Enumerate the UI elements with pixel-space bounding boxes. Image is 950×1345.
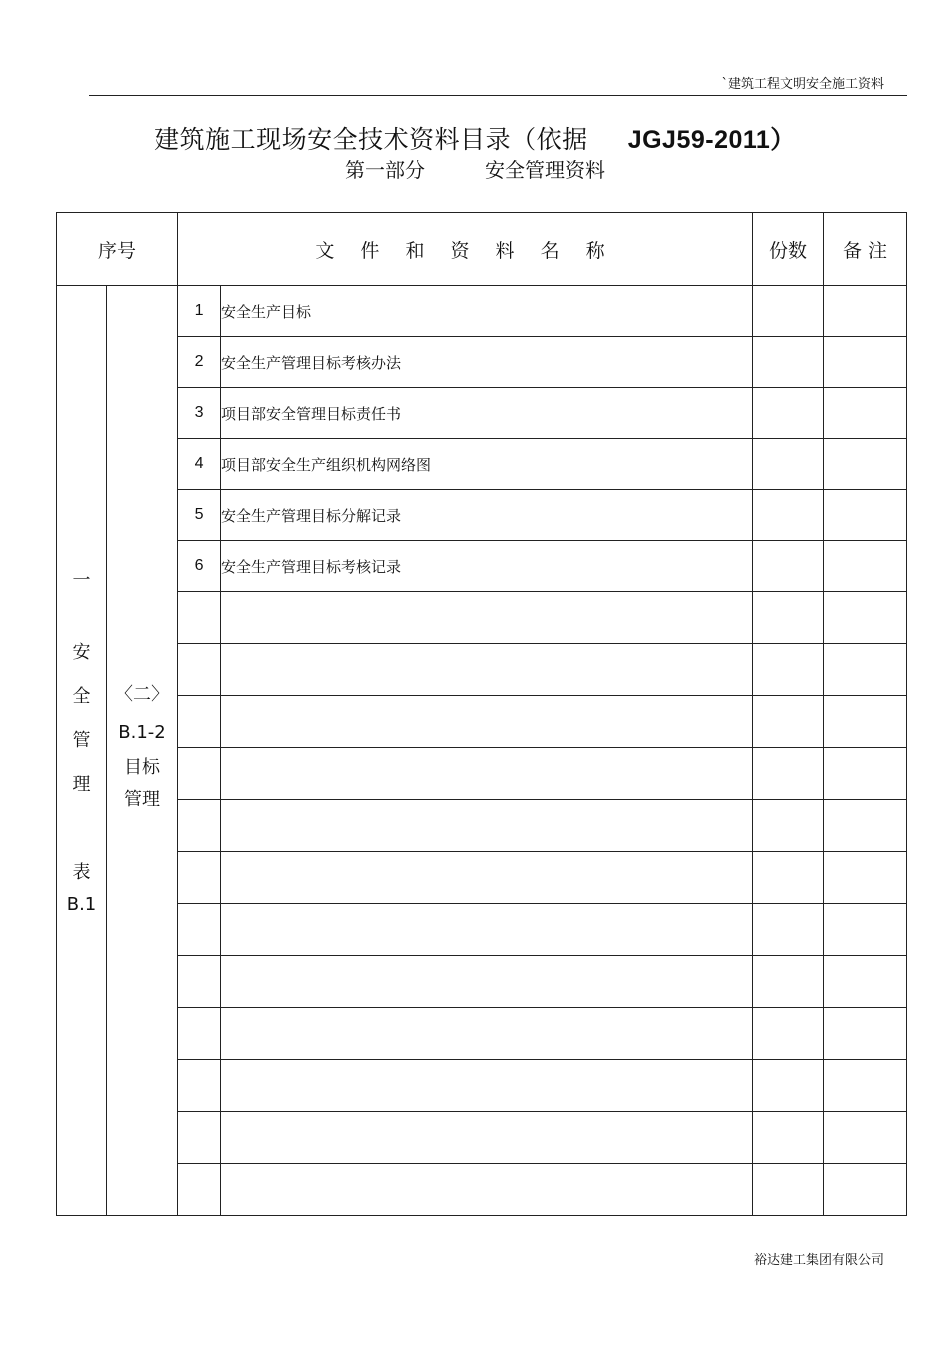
remarks-cell [824,337,907,388]
table-row [57,748,907,800]
copies-cell [753,490,824,541]
section-label [107,286,178,1216]
row-number [178,644,221,696]
row-number [178,1112,221,1164]
table-row [57,592,907,644]
title-main: 建筑施工现场安全技术资料目录（依据 [154,125,588,154]
document-name [221,748,753,800]
remarks-cell [824,956,907,1008]
header-copies: 份数 [753,213,824,286]
copies-cell [753,337,824,388]
table-row [57,337,907,388]
row-number: 2 [178,337,221,388]
copies-cell [753,286,824,337]
document-name [221,1008,753,1060]
table-body [57,286,907,1216]
remarks-cell [824,490,907,541]
remarks-cell [824,592,907,644]
document-name: 项目部安全生产组织机构网络图 [221,439,753,490]
document-name: 项目部安全管理目标责任书 [221,388,753,439]
row-number: 5 [178,490,221,541]
document-name [221,1164,753,1216]
document-name [221,800,753,852]
header-rule [89,95,907,96]
header-remarks: 备 注 [824,213,907,286]
row-number [178,800,221,852]
copies-cell [753,748,824,800]
copies-cell [753,439,824,490]
row-number [178,1060,221,1112]
table-row [57,490,907,541]
subtitle-part: 第一部分 [345,158,425,182]
section-num: 〈二〉 [115,684,169,705]
remarks-cell [824,541,907,592]
copies-cell [753,800,824,852]
footer-company: 裕达建工集团有限公司 [753,1253,884,1268]
table-header-row [57,213,907,286]
row-number [178,696,221,748]
document-name [221,852,753,904]
copies-cell [753,644,824,696]
document-title [0,120,950,156]
document-name: 安全生产管理目标考核记录 [221,541,753,592]
remarks-cell [824,644,907,696]
part-char: 表 [72,862,91,883]
row-number: 3 [178,388,221,439]
part-char: 全 [72,686,91,707]
table-row [57,439,907,490]
document-name [221,956,753,1008]
document-subtitle [0,154,950,183]
part-char: 一 [72,570,91,591]
document-name [221,1060,753,1112]
remarks-cell [824,800,907,852]
table-row [57,956,907,1008]
section-name-line1: 目标 [124,757,160,778]
document-name [221,644,753,696]
running-header: `建筑工程文明安全施工资料 [721,77,884,92]
remarks-cell [824,286,907,337]
copies-cell [753,541,824,592]
document-name [221,1112,753,1164]
part-char: 安 [72,642,91,663]
header-seq: 序号 [57,213,178,286]
title-standard: JGJ59-2011） [627,126,796,154]
copies-cell [753,1060,824,1112]
table-row [57,1164,907,1216]
document-name: 安全生产管理目标分解记录 [221,490,753,541]
table-row [57,800,907,852]
table-row [57,1112,907,1164]
row-number: 4 [178,439,221,490]
subtitle-name: 安全管理资料 [485,158,605,182]
table-row [57,644,907,696]
copies-cell [753,852,824,904]
copies-cell [753,904,824,956]
table-row [57,904,907,956]
copies-cell [753,1164,824,1216]
copies-cell [753,388,824,439]
remarks-cell [824,904,907,956]
row-number [178,748,221,800]
remarks-cell [824,388,907,439]
part-char: 理 [72,774,91,795]
table-row [57,286,907,337]
part-code: B.1 [66,894,97,915]
remarks-cell [824,1164,907,1216]
remarks-cell [824,748,907,800]
header-name: 文 件 和 资 料 名 称 [178,213,753,286]
table-row [57,852,907,904]
section-code: B.1-2 [118,721,166,743]
remarks-cell [824,1060,907,1112]
row-number [178,904,221,956]
remarks-cell [824,1008,907,1060]
document-name: 安全生产目标 [221,286,753,337]
directory-table [56,212,907,1216]
document-name [221,592,753,644]
row-number: 1 [178,286,221,337]
table-row [57,1008,907,1060]
document-name [221,696,753,748]
row-number [178,1008,221,1060]
copies-cell [753,1112,824,1164]
copies-cell [753,956,824,1008]
section-name-line2: 管理 [124,788,160,810]
part-label [57,286,107,1216]
document-name [221,904,753,956]
remarks-cell [824,696,907,748]
row-number: 6 [178,541,221,592]
table-row [57,541,907,592]
table-row [57,388,907,439]
remarks-cell [824,1112,907,1164]
table-row [57,1060,907,1112]
row-number [178,852,221,904]
row-number [178,956,221,1008]
table-row [57,696,907,748]
copies-cell [753,696,824,748]
row-number [178,592,221,644]
copies-cell [753,1008,824,1060]
row-number [178,1164,221,1216]
document-name: 安全生产管理目标考核办法 [221,337,753,388]
remarks-cell [824,852,907,904]
copies-cell [753,592,824,644]
part-char: 管 [72,730,91,751]
remarks-cell [824,439,907,490]
